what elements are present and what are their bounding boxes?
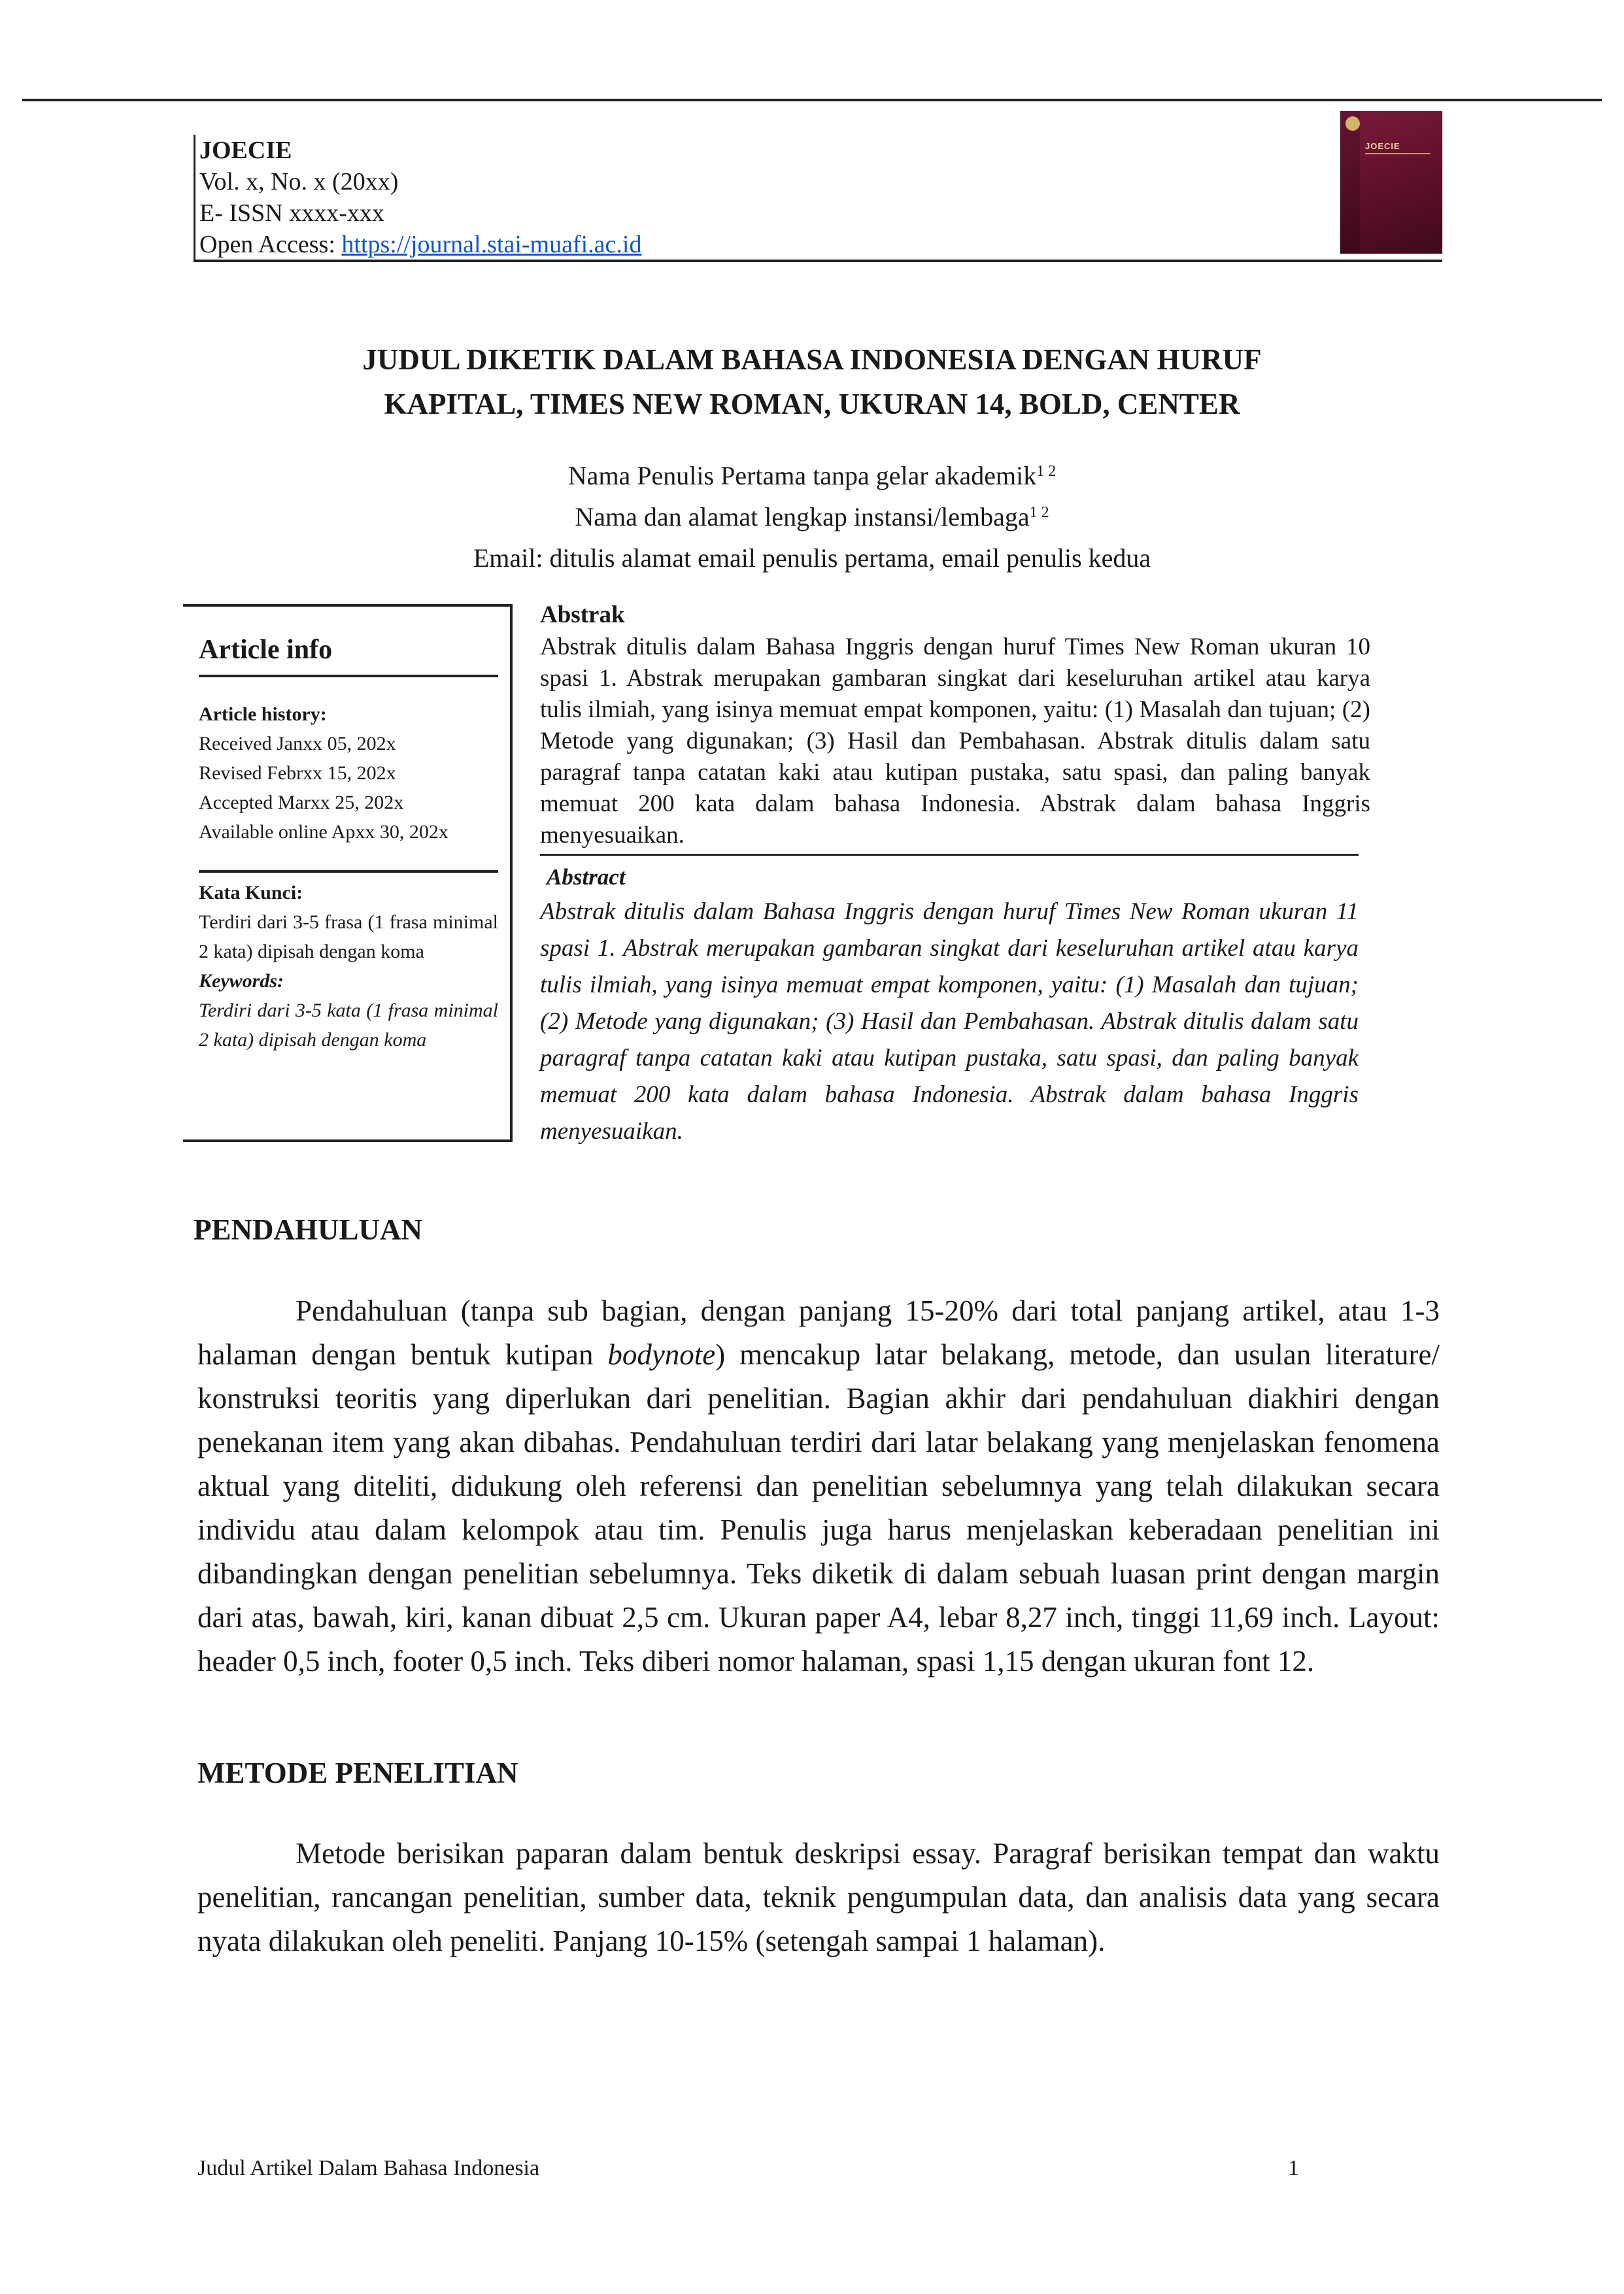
author-sup-1: 1 2 <box>1036 463 1057 480</box>
cover-rule <box>1365 153 1430 154</box>
footer-page-number: 1 <box>1288 2156 1299 2180</box>
abstract-column <box>540 599 1372 1150</box>
abstrak-text: Abstrak ditulis dalam Bahasa Inggris dengan huruf Times New Roman ukuran 10 spasi 1. Abstrak merupakan gambaran singkat dari keseluruhan artikel atau karya tulis ilmiah, yang isinya memuat empat komponen, yaitu: (1) Masalah dan tujuan; (2) Metode yang digunakan; (3) Hasil dan Pembahasan. Abstrak ditulis dalam satu paragraf tanpa catatan kaki atau kutipan pustaka, satu spasi, dan paling banyak memuat 200 kata dalam bahasa Indonesia. Abstrak dalam bahasa Inggris menyesuaikan. <box>540 633 1370 849</box>
kata-kunci-label: Kata Kunci: <box>199 882 303 903</box>
header-rule <box>22 99 1602 101</box>
intro-text-1: Pendahuluan (tanpa sub bagian, dengan panjang 15-20% dari total panjang artikel, atau 1-3 halaman dengan bentuk kutipan <box>197 1294 1440 1371</box>
title-line-1: JUDUL DIKETIK DALAM BAHASA INDONESIA DENGAN HURUF <box>362 343 1262 376</box>
author-block <box>163 455 1461 579</box>
author-email: Email: ditulis alamat email penulis pertama, email penulis kedua <box>473 543 1151 573</box>
intro-text-2: ) mencakup latar belakang, metode, dan usulan literature/ konstruksi teoritis yang diperlukan dari penelitian. Bagian akhir dari pendahuluan diakhiri dengan penekanan item yang akan dibahas. Pendahuluan terdiri dari latar belakang yang menjelaskan fenomena aktual yang diteliti, didukung oleh referensi dan penelitian sebelumnya yang telah dilakukan secara individu atau dalam kelompok atau tim. Penulis juga harus menjelaskan keberadaan penelitian ini dibandingkan dengan penelitian sebelumnya. Teks diketik di dalam sebuah luasan print dengan margin dari atas, bawah, kiri, kanan dibuat 2,5 cm. Ukuran paper A4, lebar 8,27 inch, tinggi 11,69 inch. Layout: header 0,5 inch, footer 0,5 inch. Teks diberi nomor halaman, spasi 1,15 dengan ukuran font 12. <box>197 1338 1440 1678</box>
cover-logo-icon <box>1345 116 1360 131</box>
journal-cover-image <box>1340 111 1442 254</box>
history-revised: Revised Febrxx 15, 202x <box>199 762 396 784</box>
journal-link[interactable]: https://journal.stai-muafi.ac.id <box>341 231 642 258</box>
journal-issn: E- ISSN xxxx-xxx <box>199 199 384 227</box>
footer-running-title: Judul Artikel Dalam Bahasa Indonesia <box>197 2156 540 2180</box>
article-info-box <box>183 604 513 1142</box>
author-sup-2: 1 2 <box>1029 504 1049 521</box>
history-label: Article history: <box>199 703 327 725</box>
kata-kunci-text: Terdiri dari 3-5 frasa (1 frasa minimal 2 kata) dipisah dengan koma <box>199 911 498 962</box>
abstrak-heading: Abstrak <box>540 601 625 628</box>
keywords-label: Keywords: <box>199 970 284 992</box>
method-text: Metode berisikan paparan dalam bentuk deskripsi essay. Paragraf berisikan tempat dan waktu penelitian, rancangan penelitian, sumber data, teknik pengumpulan data, dan analisis data yang secara nyata dilakukan oleh peneliti. Panjang 10-15% (setengah sampai 1 halaman). <box>197 1837 1440 1957</box>
history-accepted: Accepted Marxx 25, 202x <box>199 792 404 813</box>
info-divider <box>199 870 498 873</box>
abstract-text-en: Abstrak ditulis dalam Bahasa Inggris dengan huruf Times New Roman ukuran 11 spasi 1. Abstrak merupakan gambaran singkat dari keseluruhan artikel atau karya tulis ilmiah, yang isinya memuat empat komponen, yaitu: (1) Masalah dan tujuan; (2) Metode yang digunakan; (3) Hasil dan Pembahasan. Abstrak ditulis dalam satu paragraf tanpa catatan kaki atau kutipan pustaka, satu spasi, dan paling banyak memuat 200 kata dalam bahasa Indonesia. Abstrak dalam bahasa Inggris menyesuaikan. <box>540 898 1359 1145</box>
author-affiliation: Nama dan alamat lengkap instansi/lembaga <box>575 502 1030 531</box>
history-received: Received Janxx 05, 202x <box>199 733 396 754</box>
intro-heading: PENDAHULUAN <box>194 1213 423 1246</box>
abstract-heading-en: Abstract <box>547 864 626 890</box>
journal-volume: Vol. x, No. x (20xx) <box>199 168 399 195</box>
cover-band <box>1340 111 1360 254</box>
article-title <box>163 337 1461 426</box>
journal-header <box>194 135 1442 262</box>
author-name: Nama Penulis Pertama tanpa gelar akademik <box>567 461 1037 490</box>
title-line-2: KAPITAL, TIMES NEW ROMAN, UKURAN 14, BOLD, CENTER <box>384 388 1240 420</box>
method-heading: METODE PENELITIAN <box>197 1757 518 1789</box>
intro-paragraph <box>197 1289 1440 1683</box>
intro-italic: bodynote <box>607 1338 716 1371</box>
journal-access <box>199 229 1442 260</box>
keywords-text: Terdiri dari 3-5 kata (1 frasa minimal 2 kata) dipisah dengan koma <box>199 1000 498 1051</box>
abstract-divider <box>540 854 1359 856</box>
method-paragraph <box>197 1832 1440 1963</box>
history-available: Available online Apxx 30, 202x <box>199 821 448 843</box>
cover-title: JOECIE <box>1365 141 1400 151</box>
article-info-heading: Article info <box>199 620 498 677</box>
author-line-2 <box>163 496 1461 537</box>
author-line-1 <box>163 455 1461 496</box>
journal-name: JOECIE <box>199 137 292 164</box>
access-label: Open Access: <box>199 231 342 258</box>
